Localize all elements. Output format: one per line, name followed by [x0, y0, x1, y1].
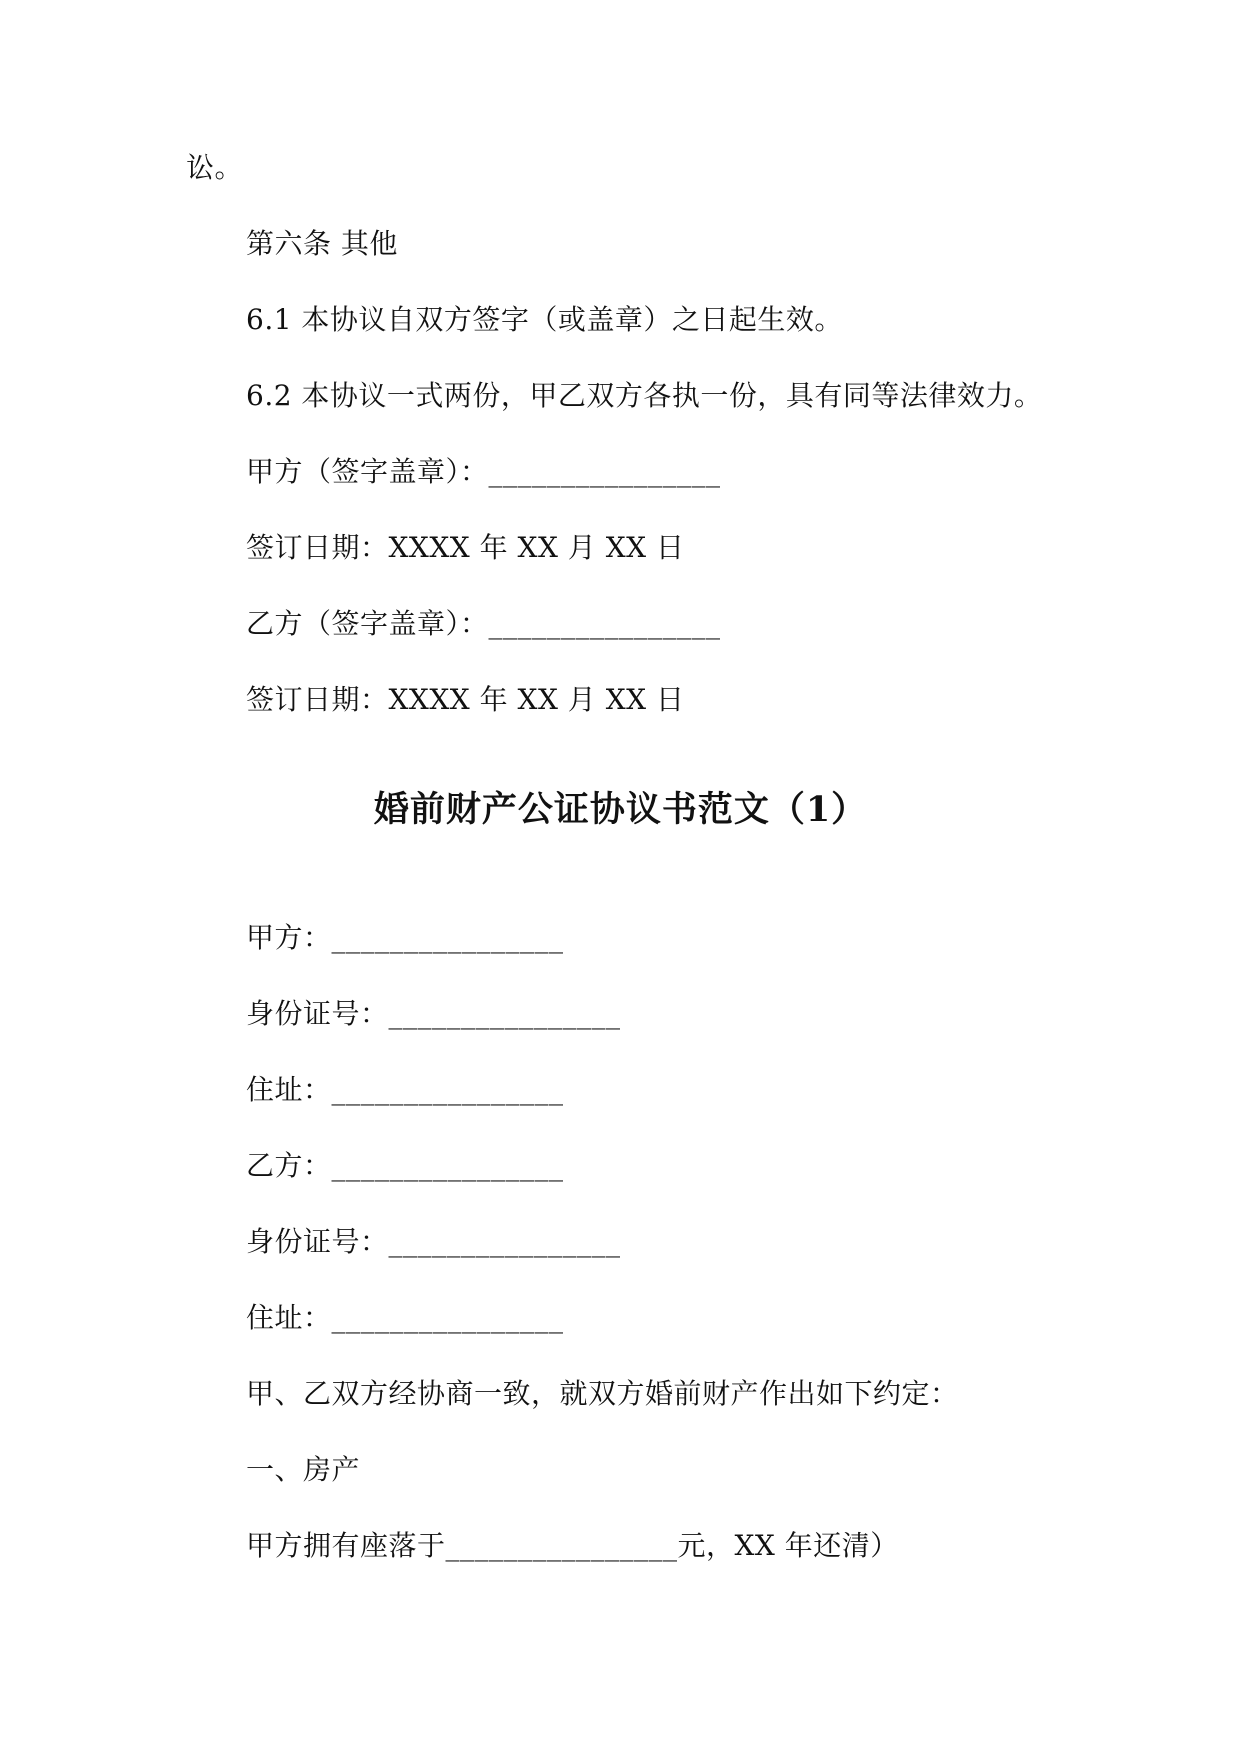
party-a-signing-date: 签订日期：XXXX 年 XX 月 XX 日	[246, 531, 685, 564]
party-b-signing-date: 签订日期：XXXX 年 XX 月 XX 日	[246, 683, 685, 716]
party-b-signature-line: 乙方（签字盖章）：________________	[246, 607, 721, 640]
article-6-heading: 第六条 其他	[246, 227, 398, 260]
document-title: 婚前财产公证协议书范文（1）	[373, 789, 868, 830]
party-a-address-field: 住址：________________	[246, 1073, 564, 1106]
section-1-heading: 一、房产	[246, 1453, 361, 1486]
party-a-signature-line: 甲方（签字盖章）：________________	[246, 455, 721, 488]
agreement-intro: 甲、乙双方经协商一致，就双方婚前财产作出如下约定：	[246, 1377, 959, 1410]
party-b-name-field: 乙方：________________	[246, 1149, 564, 1182]
party-a-id-field: 身份证号：________________	[246, 997, 621, 1030]
property-description-line: 甲方拥有座落于________________元，XX 年还清）	[246, 1529, 899, 1562]
party-a-name-field: 甲方：________________	[246, 921, 564, 954]
clause-6-1: 6.1 本协议自双方签字（或盖章）之日起生效。	[246, 303, 843, 336]
continuation-text: 讼。	[186, 151, 244, 184]
party-b-id-field: 身份证号：________________	[246, 1225, 621, 1258]
party-b-address-field: 住址：________________	[246, 1301, 564, 1334]
clause-6-2: 6.2 本协议一式两份，甲乙双方各执一份，具有同等法律效力。	[246, 379, 1043, 412]
